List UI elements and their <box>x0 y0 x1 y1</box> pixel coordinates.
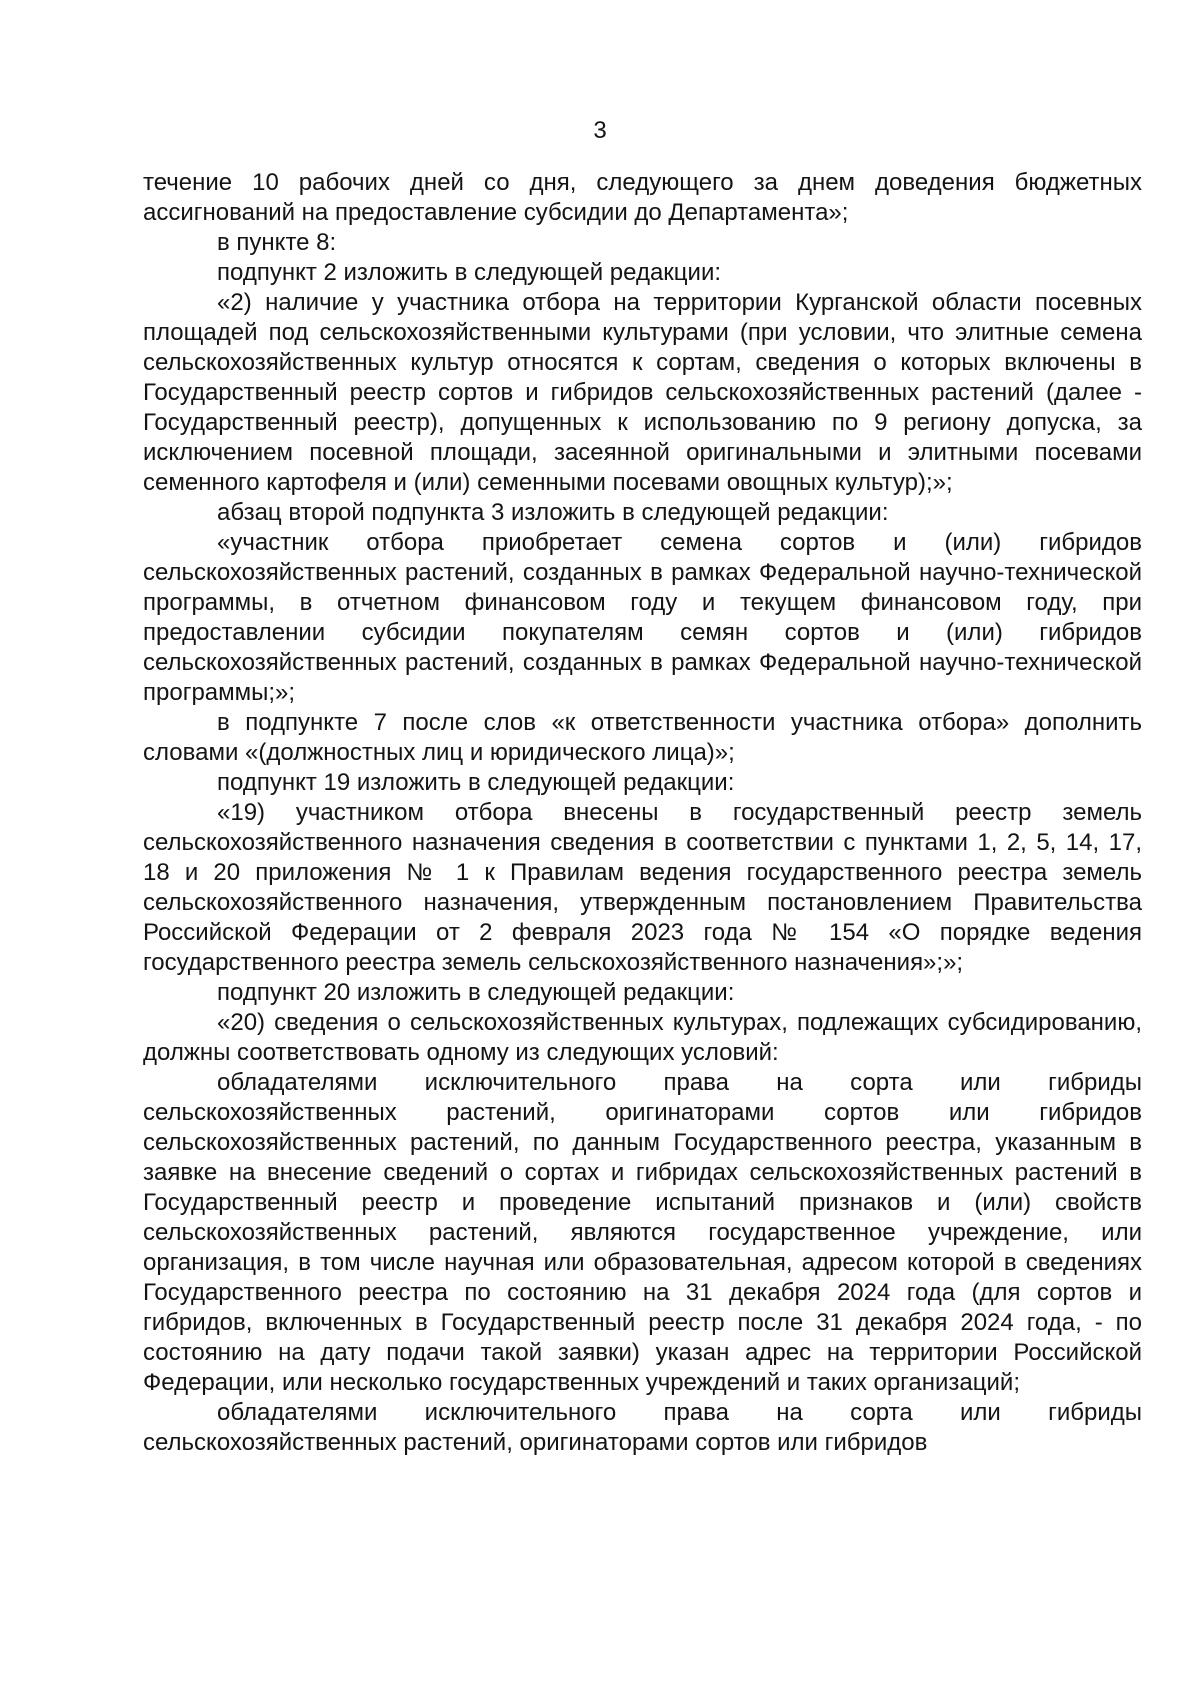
paragraph: «19) участником отбора внесены в государственный реестр земель сельскохозяйственного назначения сведения в соответствии с пунктами 1, 2, 5, 14, 17, 18 и 20 приложения № 1 к Правилам ведения государственного реестра земель сельскохозяйственного назначения, утвержденным постановлением Правительства Российской Федерации от 2 февраля 2023 года № 154 «О порядке ведения государственного реестра земель сельскохозяйственного назначения»;»; <box>143 799 1142 976</box>
paragraph: подпункт 2 изложить в следующей редакции: <box>217 259 722 286</box>
paragraph: обладателями исключительного права на сорта или гибриды сельскохозяйственных растений, оригинаторами сортов или гибридов <box>143 1399 1142 1456</box>
paragraph: «20) сведения о сельскохозяйственных культурах, подлежащих субсидированию, должны соответствовать одному из следующих условий: <box>143 1009 1142 1066</box>
paragraph: в подпункте 7 после слов «к ответственности участника отбора» дополнить словами «(должностных лиц и юридического лица)»; <box>143 709 1142 766</box>
paragraph: «участник отбора приобретает семена сортов и (или) гибридов сельскохозяйственных растений, созданных в рамках Федеральной научно-технической программы, в отчетном финансовом году и текущем финансовом году, при предоставлении субсидии покупателям семян сортов и (или) гибридов сельскохозяйственных растений, созданных в рамках Федеральной научно-технической программы;»; <box>143 529 1142 706</box>
page-number: 3 <box>593 117 607 144</box>
paragraph: обладателями исключительного права на сорта или гибриды сельскохозяйственных растений, оригинаторами сортов или гибридов сельскохозяйственных растений, по данным Государственного реестра, указанным в заявке на внесение сведений о сортах и гибридах сельскохозяйственных растений в Государственный реестр и проведение испытаний признаков и (или) свойств сельскохозяйственных растений, являются государственное учреждение, или организация, в том числе научная или образовательная, адресом которой в сведениях Государственного реестра по состоянию на 31 декабря 2024 года (для сортов и гибридов, включенных в Государственный реестр после 31 декабря 2024 года, - по состоянию на дату подачи такой заявки) указан адрес на территории Российской Федерации, или несколько государственных учреждений и таких организаций; <box>143 1069 1142 1396</box>
paragraph: подпункт 20 изложить в следующей редакции: <box>217 979 735 1006</box>
paragraph: течение 10 рабочих дней со дня, следующего за днем доведения бюджетных ассигнований на предоставление субсидии до Департамента»; <box>143 169 1142 226</box>
paragraph: в пункте 8: <box>217 229 337 256</box>
paragraph: «2) наличие у участника отбора на территории Курганской области посевных площадей под сельскохозяйственными культурами (при условии, что элитные семена сельскохозяйственных культур относятся к сортам, сведения о которых включены в Государственный реестр сортов и гибридов сельскохозяйственных растений (далее - Государственный реестр), допущенных к использованию по 9 региону допуска, за исключением посевной площади, засеянной оригинальными и элитными посевами семенного картофеля и (или) семенными посевами овощных культур);»; <box>143 289 1142 496</box>
document-body <box>143 168 1142 1458</box>
paragraph: абзац второй подпункта 3 изложить в следующей редакции: <box>217 499 889 526</box>
paragraph: подпункт 19 изложить в следующей редакции: <box>217 769 735 796</box>
